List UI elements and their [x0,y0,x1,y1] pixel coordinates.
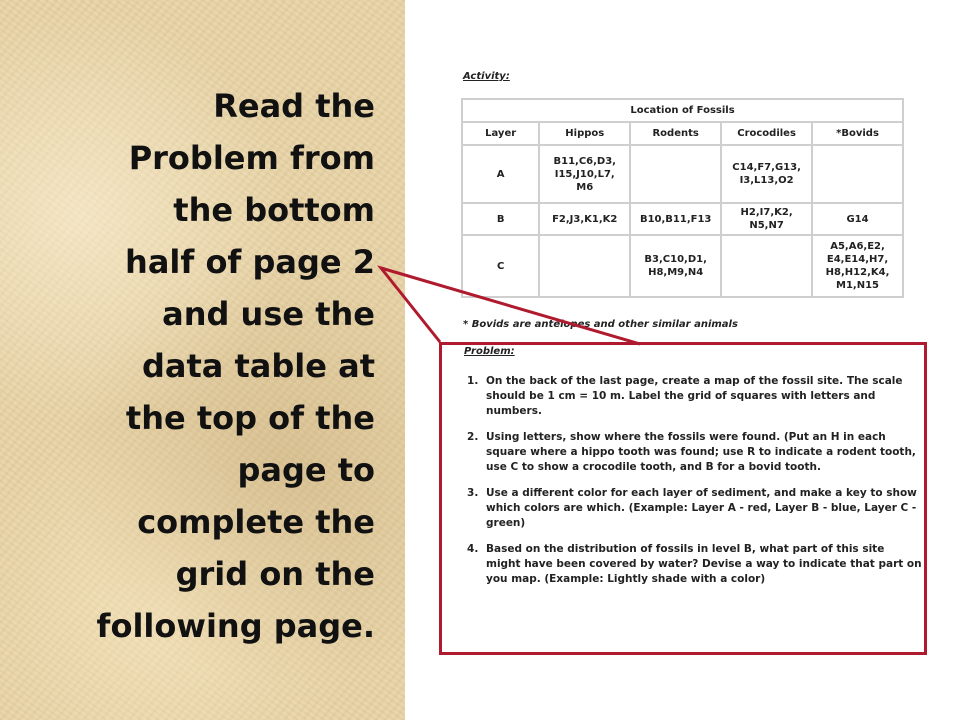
problem-label: Problem: [464,346,515,357]
list-item: 1. On the back of the last page, create a map of the fossil site. The scale should be 1 cm = 10 m. Label the grid of squares with letters and numbers. [482,374,922,419]
column-header: *Bovids [812,122,903,145]
table-cell: C [462,235,539,297]
instruction-text: Read the Problem from the bottom half of page 2 and use the data table at the top of the page to complete the grid on the following page. [96,87,375,645]
column-header: Hippos [539,122,630,145]
list-item: 2. Using letters, show where the fossils were found. (Put an H in each square where a hippo tooth was found; use R to indicate a rodent tooth, use C to show a crocodile tooth, and B for a bovid tooth. [482,430,922,475]
table-cell: B11,C6,D3, I15,J10,L7, M6 [539,145,630,203]
column-header: Rodents [630,122,721,145]
table-cell: G14 [812,203,903,235]
table-cell: A [462,145,539,203]
table-cell: C14,F7,G13, I3,L13,O2 [721,145,812,203]
table-cell: H2,I7,K2, N5,N7 [721,203,812,235]
list-item: 3. Use a different color for each layer of sediment, and make a key to show which colors are which. (Example: Layer A - red, Layer B - blue, Layer C - green) [482,486,922,531]
table-cell: B3,C10,D1, H8,M9,N4 [630,235,721,297]
activity-label: Activity: [463,71,510,82]
table-cell: B [462,203,539,235]
table-title: Location of Fossils [462,99,903,122]
table-cell: B10,B11,F13 [630,203,721,235]
table-cell: A5,A6,E2, E4,E14,H7, H8,H12,K4, M1,N15 [812,235,903,297]
table-cell: F2,J3,K1,K2 [539,203,630,235]
table-footnote: * Bovids are antelopes and other similar animals [463,319,738,330]
column-header: Crocodiles [721,122,812,145]
column-header: Layer [462,122,539,145]
list-item: 4. Based on the distribution of fossils in level B, what part of this site might have been covered by water? Devise a way to indicate that part on you map. (Example: Lightly shade with a color) [482,542,922,587]
